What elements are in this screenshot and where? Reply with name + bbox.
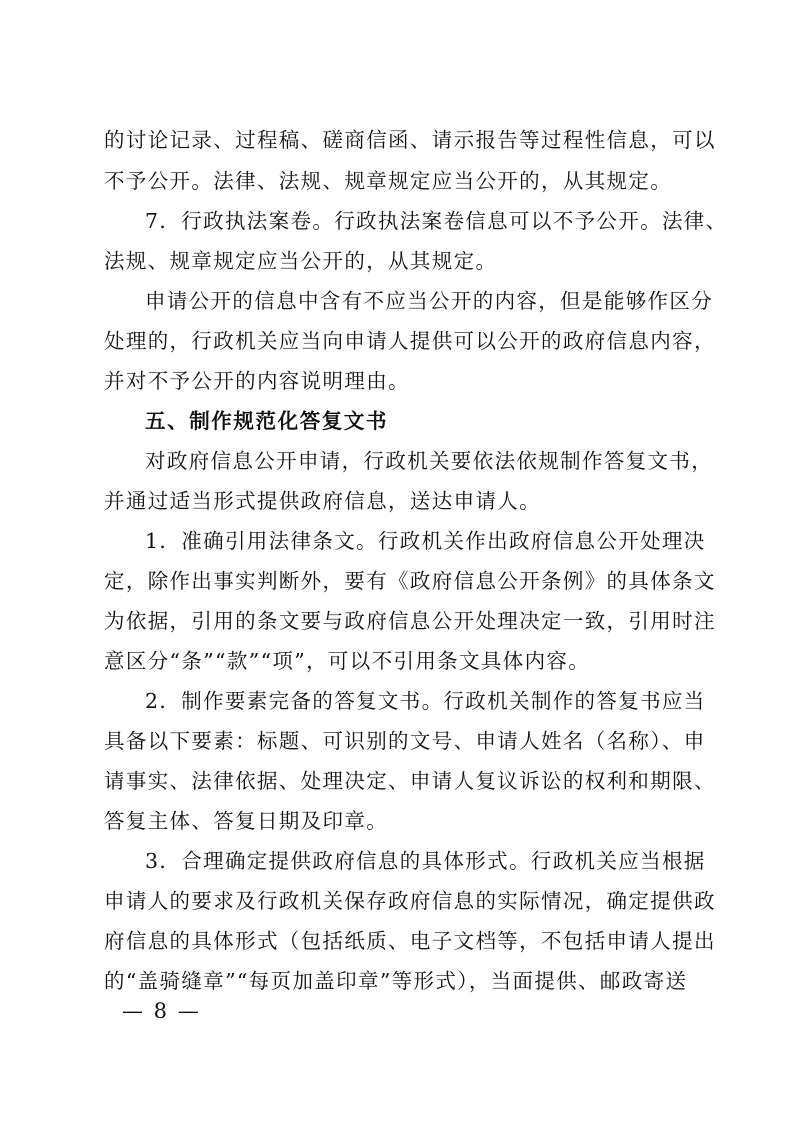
body-text-line: 不予公开。法律、法规、规章规定应当公开的，从其规定。 — [104, 169, 673, 193]
numbered-item-1: 1．准确引用法律条文。行政机关作出政府信息公开处理决 — [145, 529, 706, 553]
section-heading: 五、制作规范化答复文书 — [145, 409, 389, 433]
body-text-line: 定，除作出事实判断外，要有《政府信息公开条例》的具体条文 — [104, 569, 716, 593]
body-text-line: 法规、规章规定应当公开的，从其规定。 — [104, 249, 498, 273]
paragraph-start: 申请公开的信息中含有不应当公开的内容，但是能够作区分 — [145, 289, 714, 313]
body-text-line: 的“盖骑缝章”“每页加盖印章”等形式），当面提供、邮政寄送 — [104, 969, 688, 993]
body-text-line: 答复主体、答复日期及印章。 — [104, 809, 389, 833]
numbered-item-3: 3．合理确定提供政府信息的具体形式。行政机关应当根据 — [145, 849, 706, 873]
body-text-line: 具备以下要素：标题、可识别的文号、申请人姓名（名称）、申 — [104, 729, 706, 753]
body-text-line: 府信息的具体形式（包括纸质、电子文档等，不包括申请人提出 — [104, 929, 716, 953]
body-text-line: 申请人的要求及行政机关保存政府信息的实际情况，确定提供政 — [104, 889, 716, 913]
body-text-line: 意区分“条”“款”“项”，可以不引用条文具体内容。 — [104, 649, 591, 673]
numbered-item-7: 7．行政执法案卷。行政执法案卷信息可以不予公开。法律、 — [145, 209, 728, 233]
numbered-item-2: 2．制作要素完备的答复文书。行政机关制作的答复书应当 — [145, 689, 706, 713]
body-text-line: 请事实、法律依据、处理决定、申请人复议诉讼的权利和期限、 — [104, 769, 716, 793]
body-text-line: 处理的，行政机关应当向申请人提供可以公开的政府信息内容， — [104, 329, 716, 353]
body-text-line: 并对不予公开的内容说明理由。 — [104, 369, 410, 393]
page-number: — 8 — — [122, 999, 201, 1023]
body-text-line: 为依据，引用的条文要与政府信息公开处理决定一致，引用时注 — [104, 609, 716, 633]
paragraph-start: 对政府信息公开申请，行政机关要依法依规制作答复文书， — [145, 449, 714, 473]
body-text-line: 并通过适当形式提供政府信息，送达申请人。 — [104, 489, 541, 513]
body-text-line: 的讨论记录、过程稿、磋商信函、请示报告等过程性信息，可以 — [104, 128, 716, 152]
